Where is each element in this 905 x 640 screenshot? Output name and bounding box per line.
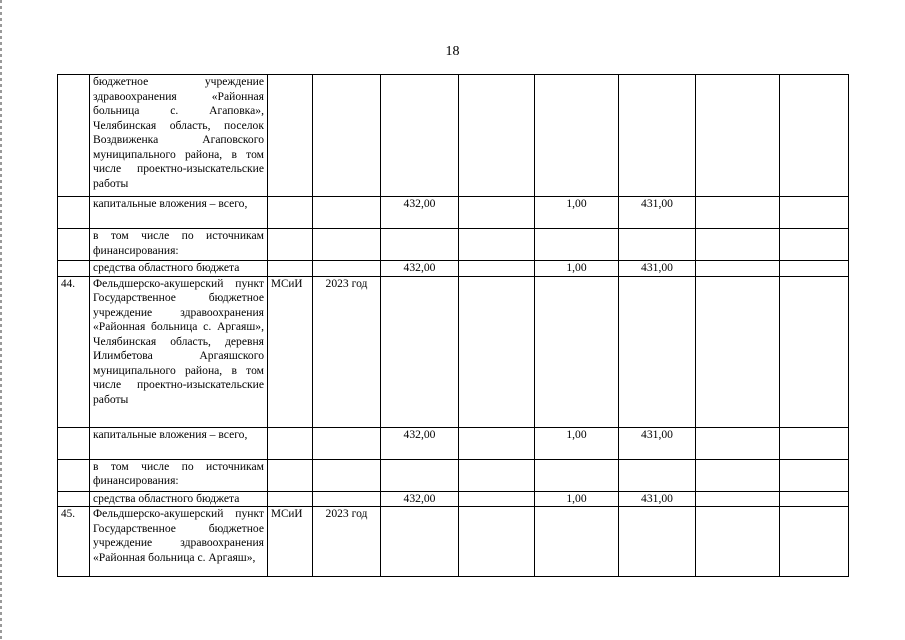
col-8-cell bbox=[696, 75, 780, 197]
year-cell bbox=[313, 75, 381, 197]
budget-table bbox=[57, 74, 849, 577]
col-8-cell bbox=[696, 491, 780, 507]
table-body bbox=[58, 75, 849, 577]
scan-left-edge bbox=[0, 0, 2, 640]
col-6-cell bbox=[535, 507, 619, 577]
col-5-cell bbox=[459, 427, 535, 459]
col-4-cell bbox=[381, 229, 459, 261]
table-row bbox=[58, 75, 849, 197]
col-7-cell: 431,00 bbox=[619, 427, 696, 459]
table-row bbox=[58, 261, 849, 277]
row-number-cell bbox=[58, 197, 90, 229]
item-description-cell: средства областного бюджета bbox=[90, 491, 268, 507]
col-6-cell bbox=[535, 459, 619, 491]
col-6-cell: 1,00 bbox=[535, 491, 619, 507]
customer-cell bbox=[268, 197, 313, 229]
col-9-cell bbox=[780, 75, 849, 197]
row-number-cell bbox=[58, 229, 90, 261]
row-number-cell bbox=[58, 459, 90, 491]
col-9-cell bbox=[780, 427, 849, 459]
col-5-cell bbox=[459, 197, 535, 229]
col-4-cell bbox=[381, 507, 459, 577]
col-9-cell bbox=[780, 229, 849, 261]
table-row bbox=[58, 491, 849, 507]
item-description-cell: в том числе по источникам финансирования: bbox=[90, 459, 268, 491]
table-row bbox=[58, 507, 849, 577]
item-description-cell: Фельдшерско-акушерский пункт Государственное бюджетное учреждение здравоохранения «Районная больница с. Аргаяш», Челябинская область, деревня Илимбетова Аргаяшского муниципального района, в том числе проектно-изыскательские работы bbox=[90, 276, 268, 427]
col-6-cell bbox=[535, 276, 619, 427]
table-row bbox=[58, 459, 849, 491]
col-8-cell bbox=[696, 197, 780, 229]
col-6-cell: 1,00 bbox=[535, 261, 619, 277]
table-row bbox=[58, 229, 849, 261]
col-7-cell bbox=[619, 459, 696, 491]
col-7-cell: 431,00 bbox=[619, 261, 696, 277]
row-number-cell bbox=[58, 491, 90, 507]
col-5-cell bbox=[459, 491, 535, 507]
year-cell bbox=[313, 459, 381, 491]
col-8-cell bbox=[696, 427, 780, 459]
year-cell bbox=[313, 491, 381, 507]
col-4-cell bbox=[381, 459, 459, 491]
row-number-cell: 44. bbox=[58, 276, 90, 427]
col-5-cell bbox=[459, 261, 535, 277]
col-5-cell bbox=[459, 276, 535, 427]
col-8-cell bbox=[696, 276, 780, 427]
col-6-cell bbox=[535, 229, 619, 261]
item-description-cell: капитальные вложения – всего, bbox=[90, 427, 268, 459]
row-number-cell bbox=[58, 75, 90, 197]
year-cell: 2023 год bbox=[313, 276, 381, 427]
customer-cell bbox=[268, 427, 313, 459]
col-7-cell: 431,00 bbox=[619, 197, 696, 229]
col-9-cell bbox=[780, 197, 849, 229]
col-6-cell bbox=[535, 75, 619, 197]
table-row bbox=[58, 427, 849, 459]
col-9-cell bbox=[780, 507, 849, 577]
col-7-cell: 431,00 bbox=[619, 491, 696, 507]
customer-cell bbox=[268, 491, 313, 507]
col-4-cell bbox=[381, 75, 459, 197]
item-description-cell: Фельдшерско-акушерский пункт Государственное бюджетное учреждение здравоохранения «Районная больница с. Аргаяш», bbox=[90, 507, 268, 577]
col-7-cell bbox=[619, 229, 696, 261]
item-description-cell: средства областного бюджета bbox=[90, 261, 268, 277]
year-cell bbox=[313, 261, 381, 277]
year-cell bbox=[313, 197, 381, 229]
col-9-cell bbox=[780, 491, 849, 507]
row-number-cell bbox=[58, 427, 90, 459]
table-row bbox=[58, 276, 849, 427]
customer-cell bbox=[268, 459, 313, 491]
col-9-cell bbox=[780, 276, 849, 427]
col-8-cell bbox=[696, 229, 780, 261]
customer-cell: МСиИ bbox=[268, 276, 313, 427]
row-number-cell bbox=[58, 261, 90, 277]
col-7-cell bbox=[619, 276, 696, 427]
col-9-cell bbox=[780, 261, 849, 277]
col-4-cell: 432,00 bbox=[381, 261, 459, 277]
col-6-cell: 1,00 bbox=[535, 197, 619, 229]
customer-cell bbox=[268, 229, 313, 261]
col-7-cell bbox=[619, 507, 696, 577]
table-row bbox=[58, 197, 849, 229]
col-4-cell: 432,00 bbox=[381, 197, 459, 229]
col-4-cell: 432,00 bbox=[381, 427, 459, 459]
col-7-cell bbox=[619, 75, 696, 197]
col-8-cell bbox=[696, 507, 780, 577]
customer-cell bbox=[268, 75, 313, 197]
col-5-cell bbox=[459, 75, 535, 197]
col-5-cell bbox=[459, 459, 535, 491]
col-4-cell bbox=[381, 276, 459, 427]
year-cell: 2023 год bbox=[313, 507, 381, 577]
col-9-cell bbox=[780, 459, 849, 491]
col-8-cell bbox=[696, 459, 780, 491]
item-description-cell: в том числе по источникам финансирования: bbox=[90, 229, 268, 261]
row-number-cell: 45. bbox=[58, 507, 90, 577]
col-8-cell bbox=[696, 261, 780, 277]
col-5-cell bbox=[459, 507, 535, 577]
item-description-cell: бюджетное учреждение здравоохранения «Районная больница с. Агаповка», Челябинская область, поселок Воздвиженка Агаповского муниципального района, в том числе проектно-изыскательские работы bbox=[90, 75, 268, 197]
col-6-cell: 1,00 bbox=[535, 427, 619, 459]
customer-cell bbox=[268, 261, 313, 277]
year-cell bbox=[313, 427, 381, 459]
col-5-cell bbox=[459, 229, 535, 261]
page-number: 18 bbox=[445, 44, 460, 59]
year-cell bbox=[313, 229, 381, 261]
customer-cell: МСиИ bbox=[268, 507, 313, 577]
col-4-cell: 432,00 bbox=[381, 491, 459, 507]
item-description-cell: капитальные вложения – всего, bbox=[90, 197, 268, 229]
